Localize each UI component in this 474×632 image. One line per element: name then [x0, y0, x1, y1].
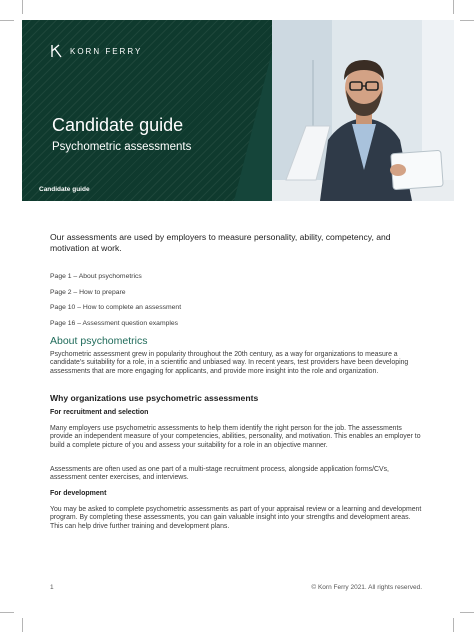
crop-mark [22, 618, 23, 632]
development-heading: For development [50, 490, 107, 497]
recruitment-paragraph-2: Assessments are often used as one part of a multi-stage recruitment process, alongside application forms/CVs, assessment center exercises, and interviews. [50, 466, 389, 482]
page-title: Candidate guide [52, 115, 184, 135]
about-heading: About psychometrics [50, 335, 148, 347]
hero-photo [272, 20, 454, 201]
about-paragraph: Psychometric assessment grew in popularity throughout the 20th century, as a way for organizations to measure a candidate’s suitability for a role, in a scientific and unbiased way. In recent years, test providers have been developing assessments that are more engaging for applicants, and provide more insight into the role and organization. [50, 351, 409, 375]
page-subtitle: Psychometric assessments [52, 141, 192, 153]
why-heading: Why organizations use psychometric assessments [50, 393, 259, 403]
copyright: © Korn Ferry 2021. All rights reserved. [311, 584, 422, 591]
toc-item: Page 2 – How to prepare [50, 288, 126, 296]
toc-item: Page 1 – About psychometrics [50, 273, 142, 280]
hero-banner [22, 20, 454, 201]
crop-mark [453, 618, 454, 632]
crop-mark [22, 0, 23, 14]
toc-item: Page 16 – Assessment question examples [50, 319, 179, 327]
crop-mark [460, 20, 474, 21]
businessman-illustration [272, 20, 454, 201]
logo-text: KORN FERRY [70, 46, 143, 56]
korn-ferry-logo-icon [50, 44, 64, 58]
table-of-contents [50, 273, 422, 335]
hero-footer-label: Candidate guide [39, 186, 90, 193]
crop-mark [0, 612, 14, 613]
crop-mark [453, 0, 454, 14]
toc-item: Page 10 – How to complete an assessment [50, 304, 182, 311]
crop-mark [0, 20, 14, 21]
development-paragraph: You may be asked to complete psychometric assessments as part of your appraisal review or a learning and development program. By completing these assessments, you can gain valuable insight into your strengths and development areas. This can help drive further training and development plans. [50, 506, 422, 530]
intro-text: Our assessments are used by employers to measure personality, ability, competency, and motivation at work. [50, 232, 391, 253]
recruitment-heading: For recruitment and selection [50, 409, 149, 416]
korn-ferry-logo [50, 44, 142, 58]
recruitment-paragraph: Many employers use psychometric assessments to help them identify the right person for the job. The assessments provide an independent measure of your competencies, abilities, personality, and motivation. This enables an employer to build a complete picture of you and assess your suitability for a role in an objective manner. [50, 425, 421, 449]
page-number: 1 [50, 584, 54, 591]
crop-mark [460, 612, 474, 613]
